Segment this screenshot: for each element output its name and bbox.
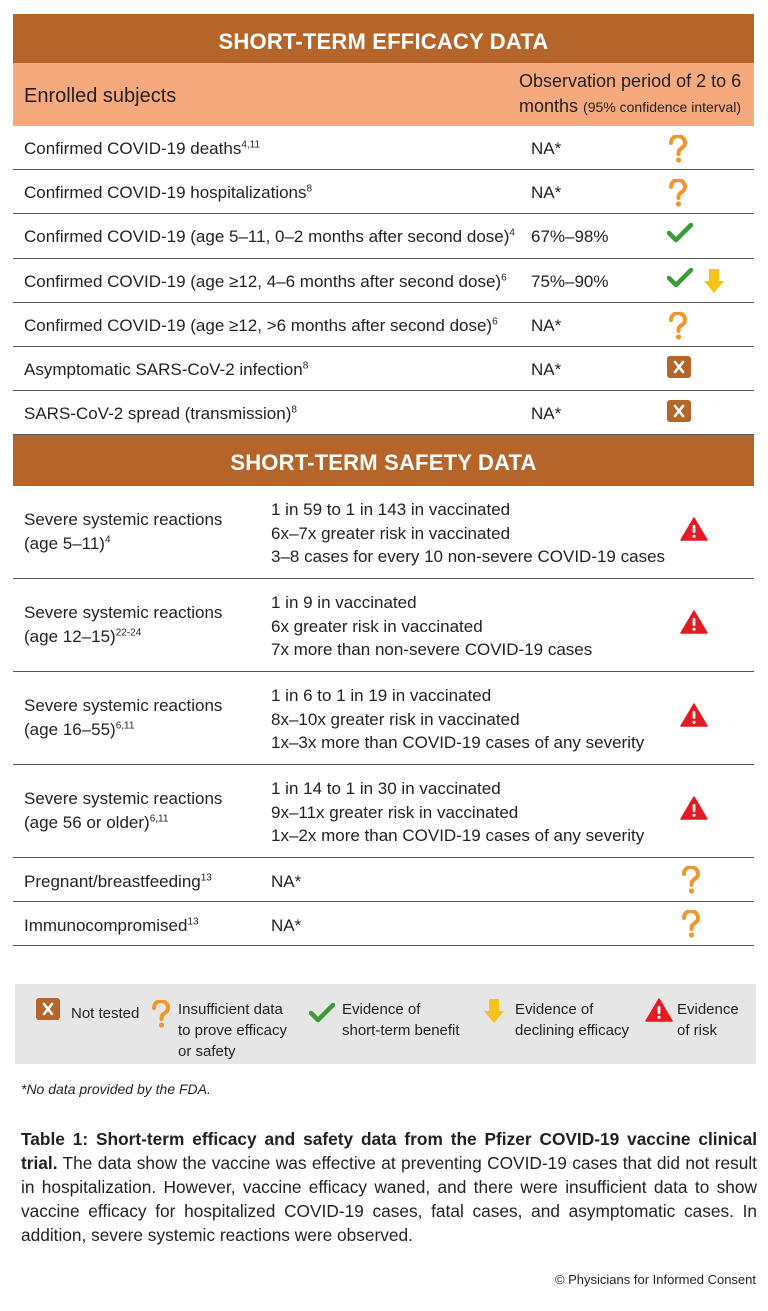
safety-title: SHORT-TERM SAFETY DATA: [13, 435, 754, 486]
row-label: Severe systemic reactions (age 12–15)$^{22-24}$: [24, 603, 223, 647]
table-row: [13, 486, 754, 579]
question-icon: [680, 866, 702, 899]
row-value: NA*: [531, 139, 562, 158]
table-row: [13, 347, 754, 391]
legend: [15, 984, 756, 1064]
table-row: [13, 259, 754, 303]
table-row: [13, 672, 754, 765]
row-label: Immunocompromised$^{13}$: [24, 916, 199, 936]
row-value: NA*: [531, 315, 562, 335]
copyright: © Physicians for Informed Consent: [554, 1272, 756, 1287]
table-row: [13, 303, 754, 347]
caption-bold: Table 1: Short-term efficacy and safety data from the Pfizer COVID-19 vaccine clinical trial.: [21, 1129, 757, 1173]
check-icon: [309, 1003, 335, 1028]
table-row: [13, 579, 754, 672]
observation-period-header: Observation period of 2 to 6 months (95% confidence interval): [519, 71, 742, 116]
question-icon: [667, 312, 689, 345]
row-label: Severe systemic reactions (age 16–55)$^{6,11}$: [24, 696, 223, 740]
x-box-icon: [667, 400, 691, 427]
row-value: 75%–90%: [531, 271, 609, 291]
efficacy-column-header: [13, 63, 754, 126]
check-icon: [667, 268, 693, 293]
question-icon: [150, 1000, 172, 1033]
question-icon: [680, 910, 702, 943]
row-value: NA*: [271, 916, 302, 936]
row-label: Severe systemic reactions (age 56 or older)$^{6,11}$: [24, 789, 223, 833]
x-box-icon: [667, 356, 691, 383]
warning-icon: [680, 703, 708, 732]
warning-icon: [680, 796, 708, 825]
warning-icon: [645, 998, 673, 1027]
check-icon: [667, 223, 693, 248]
row-label: SARS-CoV-2 spread (transmission)$^8$: [24, 404, 297, 424]
table-row: [13, 902, 754, 946]
row-label: Pregnant/breastfeeding$^{13}$: [24, 872, 212, 892]
table-row: [13, 391, 754, 435]
row-value: NA*: [271, 872, 302, 892]
row-value: NA*: [531, 183, 562, 203]
row-label: Confirmed COVID-19 (age 5–11, 0–2 months after second dose)$^4$: [24, 227, 515, 247]
caption-text: The data show the vaccine was effective at preventing COVID-19 cases that did not result in hospitalization. However, vaccine efficacy waned, and there were insufficient data to show vaccine efficacy for hospitalized COVID-19 cases, fatal cases, and asymptomatic cases. In addition, severe systemic reactions were observed.: [21, 1153, 757, 1245]
safety-rows: [13, 486, 754, 946]
legend-insufficient: Insufficient data to prove efficacy or safety: [178, 1001, 287, 1060]
question-icon: [667, 135, 689, 168]
row-values: 1 in 6 to 1 in 19 in vaccinated 8x–10x greater risk in vaccinated 1x–3x more than COVID-19 cases of any severity: [271, 686, 645, 753]
row-label: Confirmed COVID-19 deaths$^{4,11}$: [24, 139, 261, 158]
row-value: NA*: [531, 404, 562, 424]
question-icon: [667, 179, 689, 212]
legend-risk: Evidence of risk: [677, 1001, 739, 1039]
table-row: [13, 214, 754, 258]
legend-not-tested: Not tested: [71, 1005, 140, 1022]
warning-icon: [680, 517, 708, 546]
warning-icon: [680, 610, 708, 639]
row-value: NA*: [531, 359, 562, 379]
row-value: 67%–98%: [531, 227, 609, 247]
table-row: [13, 765, 754, 858]
x-box-icon: [36, 998, 60, 1025]
table-row: [13, 170, 754, 214]
table-caption: [21, 1127, 757, 1247]
down-arrow-icon: [483, 998, 505, 1029]
row-values: 1 in 9 in vaccinated 6x greater risk in vaccinated 7x more than non-severe COVID-19 cases: [271, 593, 593, 660]
row-label: Severe systemic reactions (age 5–11)$^4$: [24, 510, 223, 554]
row-label: Asymptomatic SARS-CoV-2 infection$^8$: [24, 359, 309, 379]
table-row: [13, 126, 754, 170]
row-label: Confirmed COVID-19 hospitalizations$^8$: [24, 183, 313, 203]
legend-declining: Evidence of declining efficacy: [515, 1001, 629, 1039]
row-values: 1 in 14 to 1 in 30 in vaccinated 9x–11x greater risk in vaccinated 1x–2x more than COVID-19 cases of any severity: [271, 779, 645, 846]
efficacy-rows: [13, 126, 754, 435]
down-arrow-icon: [703, 268, 725, 299]
row-label: Confirmed COVID-19 (age ≥12, 4–6 months after second dose)$^6$: [24, 271, 507, 291]
enrolled-subjects-header: Enrolled subjects: [24, 85, 177, 107]
row-label: Confirmed COVID-19 (age ≥12, >6 months after second dose)$^6$: [24, 315, 498, 335]
row-values: 1 in 59 to 1 in 143 in vaccinated 6x–7x greater risk in vaccinated 3–8 cases for every 10 non-severe COVID-19 cases: [271, 500, 666, 567]
legend-benefit: Evidence of short-term benefit: [342, 1001, 460, 1039]
table-row: [13, 858, 754, 902]
table: [13, 14, 754, 946]
footnote: *No data provided by the FDA.: [21, 1081, 211, 1097]
efficacy-title: SHORT-TERM EFFICACY DATA: [13, 14, 754, 63]
